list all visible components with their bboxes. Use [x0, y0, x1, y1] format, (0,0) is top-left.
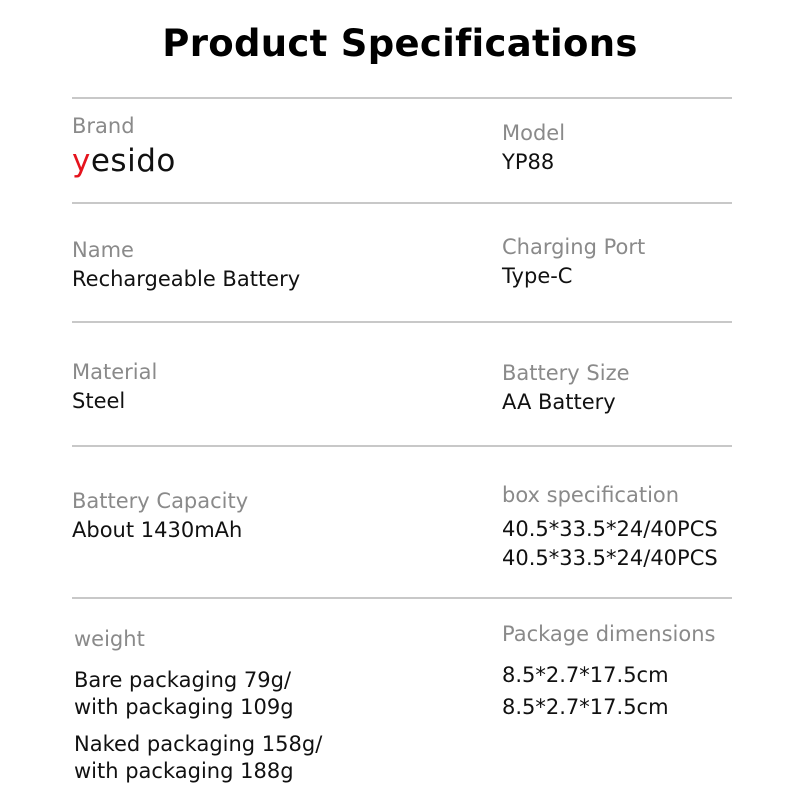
box-specification-line-2: 40.5*33.5*24/40PCS	[502, 546, 718, 570]
box-specification-line-1: 40.5*33.5*24/40PCS	[502, 517, 718, 541]
name-label: Name	[72, 238, 134, 262]
package-dimensions-line-1: 8.5*2.7*17.5cm	[502, 663, 669, 687]
weight-line-4: with packaging 188g	[74, 759, 294, 783]
weight-line-3: Naked packaging 158g/	[74, 732, 323, 756]
charging-port-value: Type-C	[502, 264, 573, 288]
material-value: Steel	[72, 389, 126, 413]
weight-line-2: with packaging 109g	[74, 695, 294, 719]
package-dimensions-label: Package dimensions	[502, 622, 716, 646]
model-label: Model	[502, 121, 566, 145]
battery-capacity-label: Battery Capacity	[72, 489, 249, 513]
divider	[72, 97, 732, 99]
brand-logo-rest: esido	[90, 143, 176, 179]
box-specification-label: box specification	[502, 483, 680, 507]
name-value: Rechargeable Battery	[72, 267, 301, 291]
package-dimensions-line-2: 8.5*2.7*17.5cm	[502, 695, 669, 719]
charging-port-label: Charging Port	[502, 235, 646, 259]
brand-logo	[72, 143, 176, 179]
battery-size-value: AA Battery	[502, 390, 616, 414]
brand-logo-accent: y	[72, 143, 91, 179]
page-title: Product Specifications	[162, 22, 638, 65]
divider	[72, 202, 732, 204]
material-label: Material	[72, 360, 158, 384]
weight-line-1: Bare packaging 79g/	[74, 668, 292, 692]
divider	[72, 321, 732, 323]
weight-label: weight	[74, 627, 145, 651]
battery-size-label: Battery Size	[502, 361, 630, 385]
battery-capacity-value: About 1430mAh	[72, 518, 243, 542]
model-value: YP88	[502, 150, 555, 174]
divider	[72, 445, 732, 447]
brand-label: Brand	[72, 114, 135, 138]
divider	[72, 597, 732, 599]
